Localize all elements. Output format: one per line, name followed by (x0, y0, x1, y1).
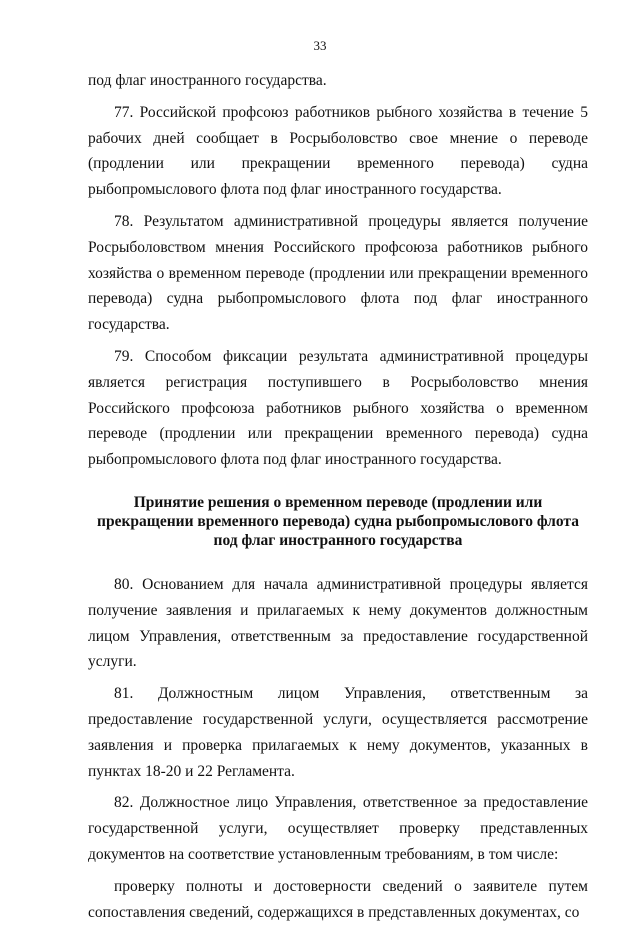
paragraph-continuation: под флаг иностранного государства. (88, 72, 327, 89)
paragraph-79: 79. Способом фиксации результата административной процедуры является регистрация поступившего в Росрыболовство мнения Российского профсоюза работников рыбного хозяйства о временном переводе (продлении или прекращении временного перевода) судна рыбопромыслового флота под флаг иностранного государства. (88, 347, 588, 469)
paragraph-82-item: проверку полноты и достоверности сведений о заявителе путем сопоставления сведений, содержащихся в представленных документах, со (88, 877, 588, 921)
paragraph-77: 77. Российской профсоюз работников рыбного хозяйства в течение 5 рабочих дней сообщает в Росрыболовство свое мнение о переводе (продлении или прекращении временного перевода) судна рыбопромыслового флота под флаг иностранного государства. (88, 103, 588, 199)
section-heading: Принятие решения о временном переводе (продлении или прекращении временного перевода) судна рыбопромыслового флота под флаг иностранного государства (97, 493, 579, 549)
document-body (88, 68, 588, 931)
paragraph-82: 82. Должностное лицо Управления, ответственное за предоставление государственной услуги, осуществляет проверку представленных документов на соответствие установленным требованиям, в том числе: (88, 794, 588, 863)
paragraph-81: 81. Должностным лицом Управления, ответственным за предоставление государственной услуги, осуществляется рассмотрение заявления и проверка прилагаемых к нему документов, указанных в пунктах 18-20 и 22 Регламента. (88, 685, 588, 780)
page-number: 33 (313, 38, 327, 53)
paragraph-78: 78. Результатом административной процедуры является получение Росрыболовством мнения Российского профсоюза работников рыбного хозяйства о временном переводе (продлении или прекращении временного перевода) судна рыбопромыслового флота под флаг иностранного государства. (88, 212, 588, 334)
paragraph-80: 80. Основанием для начала административной процедуры является получение заявления и прилагаемых к нему документов должностным лицом Управления, ответственным за предоставление государственной услуги. (88, 575, 588, 671)
